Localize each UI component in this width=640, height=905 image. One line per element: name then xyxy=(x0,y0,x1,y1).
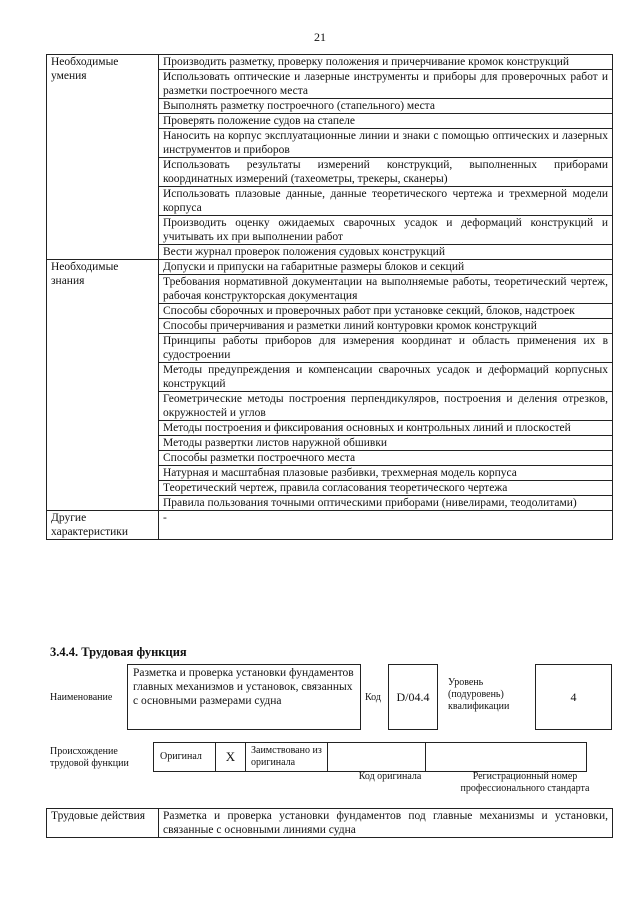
section-title: 3.4.4. Трудовая функция xyxy=(50,645,187,659)
requirement-item: Использовать результаты измерений конструкций, выполненных приборами координатных измерений (тахеометры, трекеры, сканеры) xyxy=(159,158,613,187)
original-mark: X xyxy=(216,743,246,771)
requirement-item: Натурная и масштабная плазовые разбивки, трехмерная модель корпуса xyxy=(159,466,613,481)
requirement-item: Производить оценку ожидаемых сварочных усадок и деформаций конструкций и учитывать их при выполнении работ xyxy=(159,216,613,245)
requirement-item: Выполнять разметку построечного (стапельного) места xyxy=(159,99,613,114)
requirement-item: Методы предупреждения и компенсации сварочных усадок и деформаций корпусных конструкций xyxy=(159,363,613,392)
borrowed-label: Заимствовано из оригинала xyxy=(246,743,328,771)
requirement-item: Допуски и припуски на габаритные размеры блоков и секций xyxy=(159,260,613,275)
labor-actions-label: Трудовые действия xyxy=(47,809,159,838)
requirements-table xyxy=(46,54,613,540)
requirement-item: Использовать плазовые данные, данные теоретического чертежа и трехмерной модели корпуса xyxy=(159,187,613,216)
requirement-item: - xyxy=(159,511,613,540)
origin-box xyxy=(153,742,587,772)
function-code-value: D/04.4 xyxy=(388,664,438,730)
requirement-item: Методы развертки листов наружной обшивки xyxy=(159,436,613,451)
requirement-row xyxy=(47,55,613,70)
requirement-item: Правила пользования точными оптическими приборами (нивелирами, теодолитами) xyxy=(159,496,613,511)
page-number: 21 xyxy=(314,30,326,44)
requirement-item: Наносить на корпус эксплуатационные линии и знаки с помощью оптических и лазерных инструментов и приборов xyxy=(159,129,613,158)
labor-actions-row xyxy=(47,809,613,838)
requirement-group-label: Необходимые знания xyxy=(47,260,159,511)
requirement-item: Геометрические методы построения перпендикуляров, построения и деления отрезков, окружностей и углов xyxy=(159,392,613,421)
requirement-row xyxy=(47,260,613,275)
registration-number-caption: Регистрационный номер профессионального стандарта xyxy=(460,771,590,794)
origin-label: Происхождение трудовой функции xyxy=(50,746,129,769)
requirement-item: Производить разметку, проверку положения и причерчивание кромок конструкций xyxy=(159,55,613,70)
original-label: Оригинал xyxy=(154,743,216,771)
function-code-label: Код xyxy=(365,692,381,703)
requirement-group-label: Необходимые умения xyxy=(47,55,159,260)
requirement-item: Способы сборочных и проверочных работ при установке секций, блоков, надстроек xyxy=(159,304,613,319)
original-code-cell xyxy=(328,743,426,771)
requirement-item: Проверять положение судов на стапеле xyxy=(159,114,613,129)
requirement-row xyxy=(47,511,613,540)
requirement-item: Использовать оптические и лазерные инструменты и приборы для проверочных работ и разметки построечного места xyxy=(159,70,613,99)
function-name-value: Разметка и проверка установки фундаментов главных механизмов и установок, связанных с основными размерами судна xyxy=(127,664,361,730)
qualification-level-label: Уровень (подуровень) квалификации xyxy=(448,677,510,712)
requirement-item: Методы построения и фиксирования основных и контрольных линий и плоскостей xyxy=(159,421,613,436)
registration-number-cell xyxy=(426,743,586,771)
requirement-group-label: Другие характеристики xyxy=(47,511,159,540)
requirement-item: Вести журнал проверок положения судовых конструкций xyxy=(159,245,613,260)
qualification-level-value: 4 xyxy=(535,664,612,730)
labor-actions-table xyxy=(46,808,613,838)
original-code-caption: Код оригинала xyxy=(358,771,422,782)
requirement-item: Способы разметки построечного места xyxy=(159,451,613,466)
function-name-label: Наименование xyxy=(50,692,113,703)
labor-actions-value: Разметка и проверка установки фундаментов под главные механизмы и установки, связанные с основными линиями судна xyxy=(159,809,613,838)
requirement-item: Принципы работы приборов для измерения координат и область применения их в судостроении xyxy=(159,334,613,363)
requirement-item: Требования нормативной документации на выполняемые работы, теоретический чертеж, рабочая конструкторская документация xyxy=(159,275,613,304)
requirement-item: Теоретический чертеж, правила согласования теоретического чертежа xyxy=(159,481,613,496)
requirement-item: Способы причерчивания и разметки линий контуровки кромок конструкций xyxy=(159,319,613,334)
